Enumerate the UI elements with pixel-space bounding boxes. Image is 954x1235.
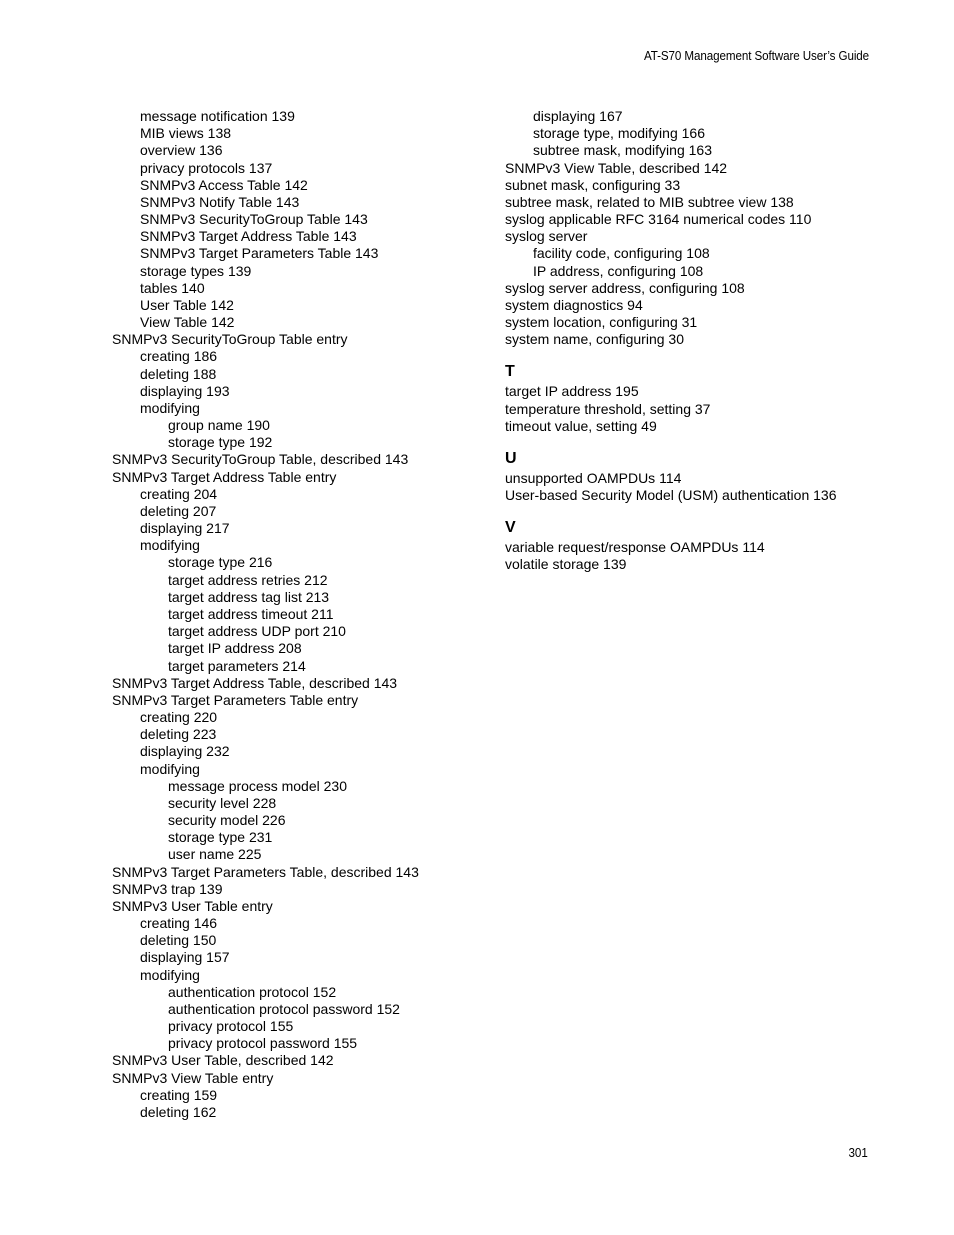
index-subentry: modifying [140,537,200,554]
index-subentry: privacy protocol password 155 [168,1035,358,1052]
index-entry: SNMPv3 Target Parameters Table entry [112,691,359,708]
index-entry: syslog server [505,228,588,245]
index-subentry: displaying 167 [533,108,623,124]
index-column-left [112,108,492,1121]
index-section-letter: U [505,449,517,467]
index-entry: SNMPv3 View Table entry [112,1069,274,1086]
index-subentry: message notification 139 [140,108,295,124]
index-subentry: user name 225 [168,846,262,863]
index-subentry: message process model 230 [168,777,347,794]
index-subentry: deleting 162 [140,1103,217,1120]
index-entry: SNMPv3 Target Address Table, described 143 [112,674,398,691]
index-subentry: storage types 139 [140,262,252,279]
index-subentry: View Table 142 [140,314,235,331]
index-entry: variable request/response OAMPDUs 114 [505,539,765,556]
index-entry: SNMPv3 trap 139 [112,880,223,897]
index-subentry: target address UDP port 210 [168,623,346,640]
index-subentry: security level 228 [168,794,277,811]
index-subentry: target IP address 208 [168,640,302,657]
index-subentry: creating 146 [140,915,218,932]
index-column-right [505,108,905,574]
index-entry: timeout value, setting 49 [505,417,657,434]
index-subentry: creating 186 [140,348,218,365]
index-subentry: User Table 142 [140,296,234,313]
index-subentry: overview 136 [140,142,223,159]
index-subentry: modifying [140,966,200,983]
index-subentry: target address retries 212 [168,571,328,588]
index-entry: SNMPv3 Target Parameters Table, described 143 [112,863,419,880]
index-subentry: storage type 216 [168,554,273,571]
index-subentry: deleting 188 [140,365,217,382]
index-entry: syslog server address, configuring 108 [505,279,745,296]
index-subentry: deleting 150 [140,932,217,949]
index-entry: syslog applicable RFC 3164 numerical codes 110 [505,211,812,228]
index-subentry: creating 204 [140,485,218,502]
index-entry: unsupported OAMPDUs 114 [505,469,682,486]
index-subentry: modifying [140,399,200,416]
index-subentry: displaying 157 [140,949,230,966]
index-subentry: authentication protocol 152 [168,983,337,1000]
index-subentry: SNMPv3 Notify Table 143 [140,193,300,210]
index-subentry: SNMPv3 SecurityToGroup Table 143 [140,211,368,228]
index-subentry: authentication protocol password 152 [168,1000,400,1017]
index-subentry: MIB views 138 [140,125,232,142]
index-subentry: modifying [140,760,200,777]
index-subentry: target address timeout 211 [168,605,334,622]
running-header: AT-S70 Management Software User’s Guide [643,49,869,63]
index-section-letter: V [505,519,516,537]
index-section-letter: T [505,363,515,381]
index-entry: SNMPv3 User Table entry [112,897,273,914]
index-subentry: deleting 223 [140,726,217,743]
index-subentry: SNMPv3 Access Table 142 [140,176,308,193]
index-entry: system diagnostics 94 [505,296,643,313]
index-entry: SNMPv3 SecurityToGroup Table entry [112,331,348,348]
index-subentry: storage type 231 [168,829,273,846]
index-entry: User-based Security Model (USM) authentication 136 [505,487,837,504]
page-number: 301 [848,1146,868,1160]
index-subentry: group name 190 [168,417,270,434]
index-subentry: storage type, modifying 166 [533,125,705,142]
index-subentry: privacy protocols 137 [140,159,273,176]
index-subentry: facility code, configuring 108 [533,245,710,262]
index-subentry: creating 159 [140,1086,218,1103]
index-entry: SNMPv3 User Table, described 142 [112,1052,334,1069]
index-subentry: target address tag list 213 [168,588,330,605]
index-subentry: displaying 232 [140,743,230,760]
index-entry: volatile storage 139 [505,556,627,573]
index-entry: target IP address 195 [505,383,639,400]
index-entry: subtree mask, related to MIB subtree view 138 [505,193,794,210]
index-subentry: tables 140 [140,279,205,296]
index-entry: SNMPv3 View Table, described 142 [505,159,728,176]
index-subentry: privacy protocol 155 [168,1018,294,1035]
index-subentry: deleting 207 [140,502,217,519]
index-entry: system location, configuring 31 [505,314,698,331]
index-entry: system name, configuring 30 [505,331,684,348]
index-subentry: displaying 217 [140,520,230,537]
index-subentry: IP address, configuring 108 [533,262,704,279]
index-subentry: target parameters 214 [168,657,306,674]
index-entry: subnet mask, configuring 33 [505,176,681,193]
index-subentry: subtree mask, modifying 163 [533,142,712,159]
index-entry: temperature threshold, setting 37 [505,400,711,417]
index-subentry: SNMPv3 Target Parameters Table 143 [140,245,379,262]
index-subentry: SNMPv3 Target Address Table 143 [140,228,357,245]
index-subentry: creating 220 [140,709,218,726]
index-entry: SNMPv3 Target Address Table entry [112,468,337,485]
index-subentry: security model 226 [168,812,286,829]
index-subentry: displaying 193 [140,382,230,399]
index-subentry: storage type 192 [168,434,273,451]
index-entry: SNMPv3 SecurityToGroup Table, described 143 [112,451,409,468]
